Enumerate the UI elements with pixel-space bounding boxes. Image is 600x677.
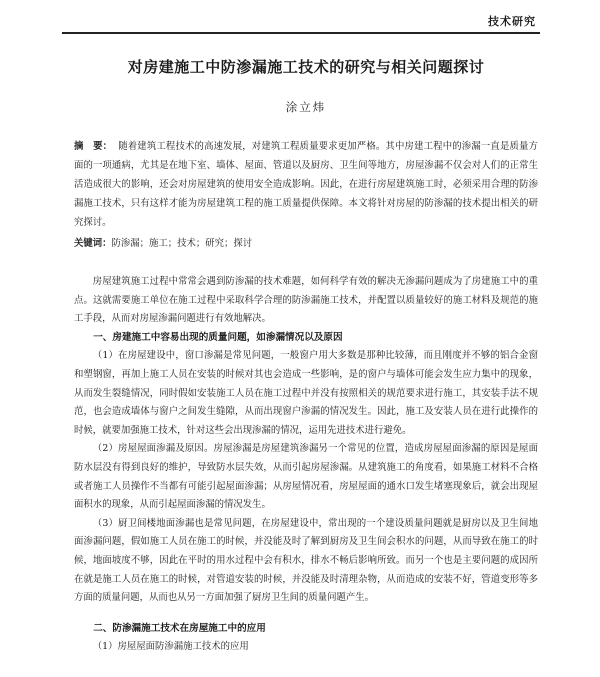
paragraph-3: （3）厨卫间楼地面渗漏也是常见问题，在房屋建设中，常出现的一个建设质量问题就是厨房以及卫生间地面渗漏问题，假如施工人员在施工的时候，并没能及时了解到厨房及卫生间会积水的问题，从而导致在施工的时候，地面坡度不够，因此在平时的用水过程中会有积水，排水不畅后影响所致。而另一个也是主要问题的成因所在就是施工人员在施工的时候，对管道安装的时候，并没能及时清理杂物，从而造成的安装不好，管道变形等多方面的质量问题，从而也从另一方面加强了厨房卫生间的质量问题产生。 bbox=[74, 517, 538, 604]
keywords-text: 防渗漏；施工；技术；研究；探讨 bbox=[111, 238, 253, 249]
intro-paragraph: 房屋建筑施工过程中常常会遇到防渗漏的技术难题，如何科学有效的解决无渗漏问题成为了房建施工中的重点。这就需要施工单位在施工过程中采取科学合理的防渗漏施工技术，并配置以质量较好的施工材料及规范的施工手段，从而对房屋渗漏问题进行有效地解决。 bbox=[74, 276, 538, 325]
article-body bbox=[74, 273, 538, 657]
paragraph-2: （2）房屋屋面渗漏及原因。房屋渗漏是房屋建筑渗漏另一个常见的位置，造成房屋屋面渗漏的原因是屋面防水层没有得到良好的维护，导致防水层失效，从而引起房屋渗漏。从建筑施工的角度看，如果施工材料不合格或者施工人员操作不当都有可能引起屋面渗漏；从房屋情况看，房屋屋面的通水口发生堵塞现象后，就会出现屋面积水的现象，从而引起屋面渗漏的情况发生。 bbox=[74, 443, 538, 511]
subsection-1: （1）房屋屋面防渗漏施工技术的应用 bbox=[92, 641, 249, 653]
article-title: 对房建施工中防渗漏施工技术的研究与相关问题探讨 bbox=[127, 58, 485, 76]
keywords bbox=[74, 234, 538, 253]
section-2-heading: 二、防渗漏施工技术在房屋施工中的应用 bbox=[93, 622, 266, 634]
page-header bbox=[62, 8, 540, 34]
keywords-label: 关键词： bbox=[74, 238, 112, 249]
article bbox=[74, 56, 538, 657]
section-tag: 技术研究 bbox=[488, 15, 536, 28]
author-name: 涂立炜 bbox=[285, 100, 327, 114]
paragraph-1: （1）在房屋建设中，窗口渗漏是常见问题，一般窗户用大多数是那种比较薄，而且刚度并不够的铝合金窗和塑钢窗，再加上施工人员在安装的时候对其也会造成一些影响，是的窗户与墙体可能会发生应力集中的现象，从而发生裂缝情况，同时假如安装施工人员在施工过程中并没有按照相关的规范要求进行施工，其安装手法不规范，也会造成墙体与窗户之间发生缝隙，从而出现窗户渗漏的情况发生。因此，施工及安装人员在进行此操作的时候，就要加强施工技术，针对这些会出现渗漏的情况，运用先进技术进行避免。 bbox=[74, 350, 538, 436]
section-1-heading: 一、房建施工中容易出现的质量问题，如渗漏情况以及原因 bbox=[93, 331, 343, 343]
abstract-label: 摘 要： bbox=[74, 141, 113, 152]
abstract bbox=[74, 137, 538, 232]
abstract-text: 随着建筑工程技术的高速发展，对建筑工程质量要求更加严格。其中房建工程中的渗漏一直是质量方面的一项通病，尤其是在地下室、墙体、屋面、管道以及厨房、卫生间等地方，房屋渗漏不仅会对人们的正常生活造成很大的影响，还会对房屋建筑的使用安全造成影响。因此，在进行房屋建筑施工时，必须采用合理的防渗漏施工技术，只有这样才能为房屋建筑工程的施工质量提供保障。本文将针对房屋的防渗漏的技术提出相关的研究探讨。 bbox=[74, 141, 538, 228]
